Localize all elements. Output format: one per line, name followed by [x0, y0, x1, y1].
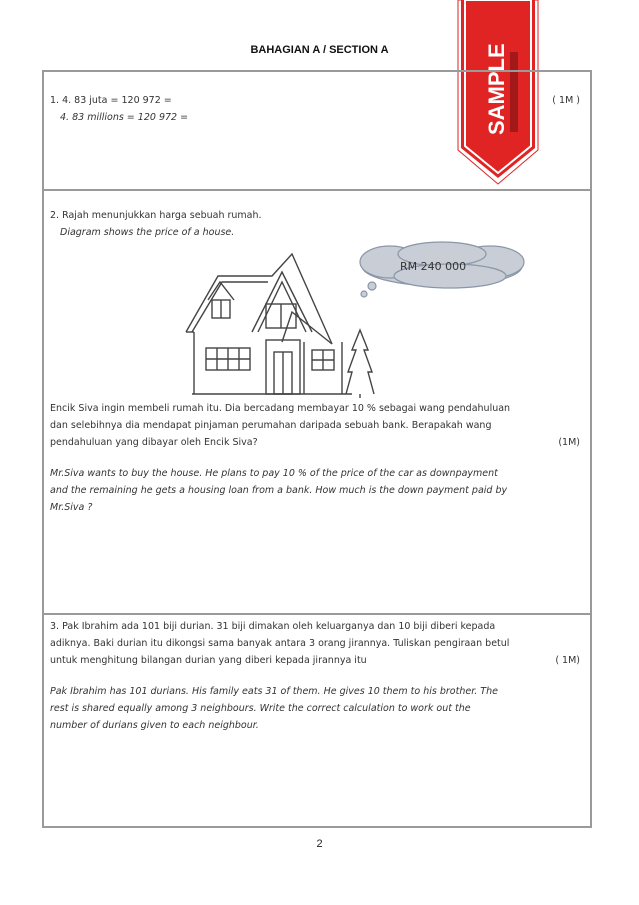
q3-marks: ( 1M)	[555, 655, 580, 666]
q2-english-line-1: Mr.Siva wants to buy the house. He plans to pay 10 % of the price of the car as downpayment	[50, 468, 498, 479]
divider-1	[44, 189, 590, 191]
q3-english-line-2: rest is shared equally among 3 neighbours. Write the correct calculation to work out the	[50, 703, 471, 714]
price-label: RM 240 000	[400, 260, 467, 273]
sample-stamp-text: SAMPLE	[484, 43, 509, 135]
questions-frame	[42, 70, 592, 828]
page-number: 2	[316, 838, 323, 850]
divider-2	[44, 613, 590, 615]
q3-english-line-1: Pak Ibrahim has 101 durians. His family eats 31 of them. He gives 10 them to his brother. The	[50, 686, 498, 697]
question-3	[50, 618, 582, 734]
q2-english-prompt: Diagram shows the price of a house.	[60, 227, 235, 238]
question-2-body	[50, 400, 582, 516]
q3-english-line-3: number of durians given to each neighbour.	[50, 720, 259, 731]
q2-malay-line-1: Encik Siva ingin membeli rumah itu. Dia bercadang membayar 10 % sebagai wang pendahuluan	[50, 403, 511, 414]
section-title: BAHAGIAN A / SECTION A	[250, 44, 389, 56]
q3-malay-line-3: untuk menghitung bilangan durian yang diberi kepada jirannya itu	[50, 655, 367, 666]
q3-malay-line-2: adiknya. Baki durian itu dikongsi sama banyak antara 3 orang jirannya. Tuliskan pengiraan betul	[50, 638, 510, 649]
q2-malay-line-2: dan selebihnya dia mendapat pinjaman perumahan daripada sebuah bank. Berapakah wang	[50, 420, 492, 431]
q2-marks: (1M)	[558, 437, 580, 448]
q3-malay-line-1: 3. Pak Ibrahim ada 101 biji durian. 31 biji dimakan oleh keluarganya dan 10 biji diberi kepada	[50, 621, 496, 632]
q2-english-line-3: Mr.Siva ?	[50, 502, 93, 513]
price-cloud	[350, 240, 536, 302]
question-2	[50, 207, 582, 241]
q2-english-line-2: and the remaining he gets a housing loan from a bank. How much is the down payment paid by	[50, 485, 508, 496]
q2-malay-prompt: 2. Rajah menunjukkan harga sebuah rumah.	[50, 210, 262, 221]
q1-line-1: 1. 4. 83 juta = 120 972 =	[50, 95, 172, 106]
q1-line-2: 4. 83 millions = 120 972 =	[60, 112, 189, 123]
question-1	[50, 92, 582, 126]
q1-marks: ( 1M )	[552, 95, 580, 106]
q2-malay-line-3: pendahuluan yang dibayar oleh Encik Siva?	[50, 437, 258, 448]
